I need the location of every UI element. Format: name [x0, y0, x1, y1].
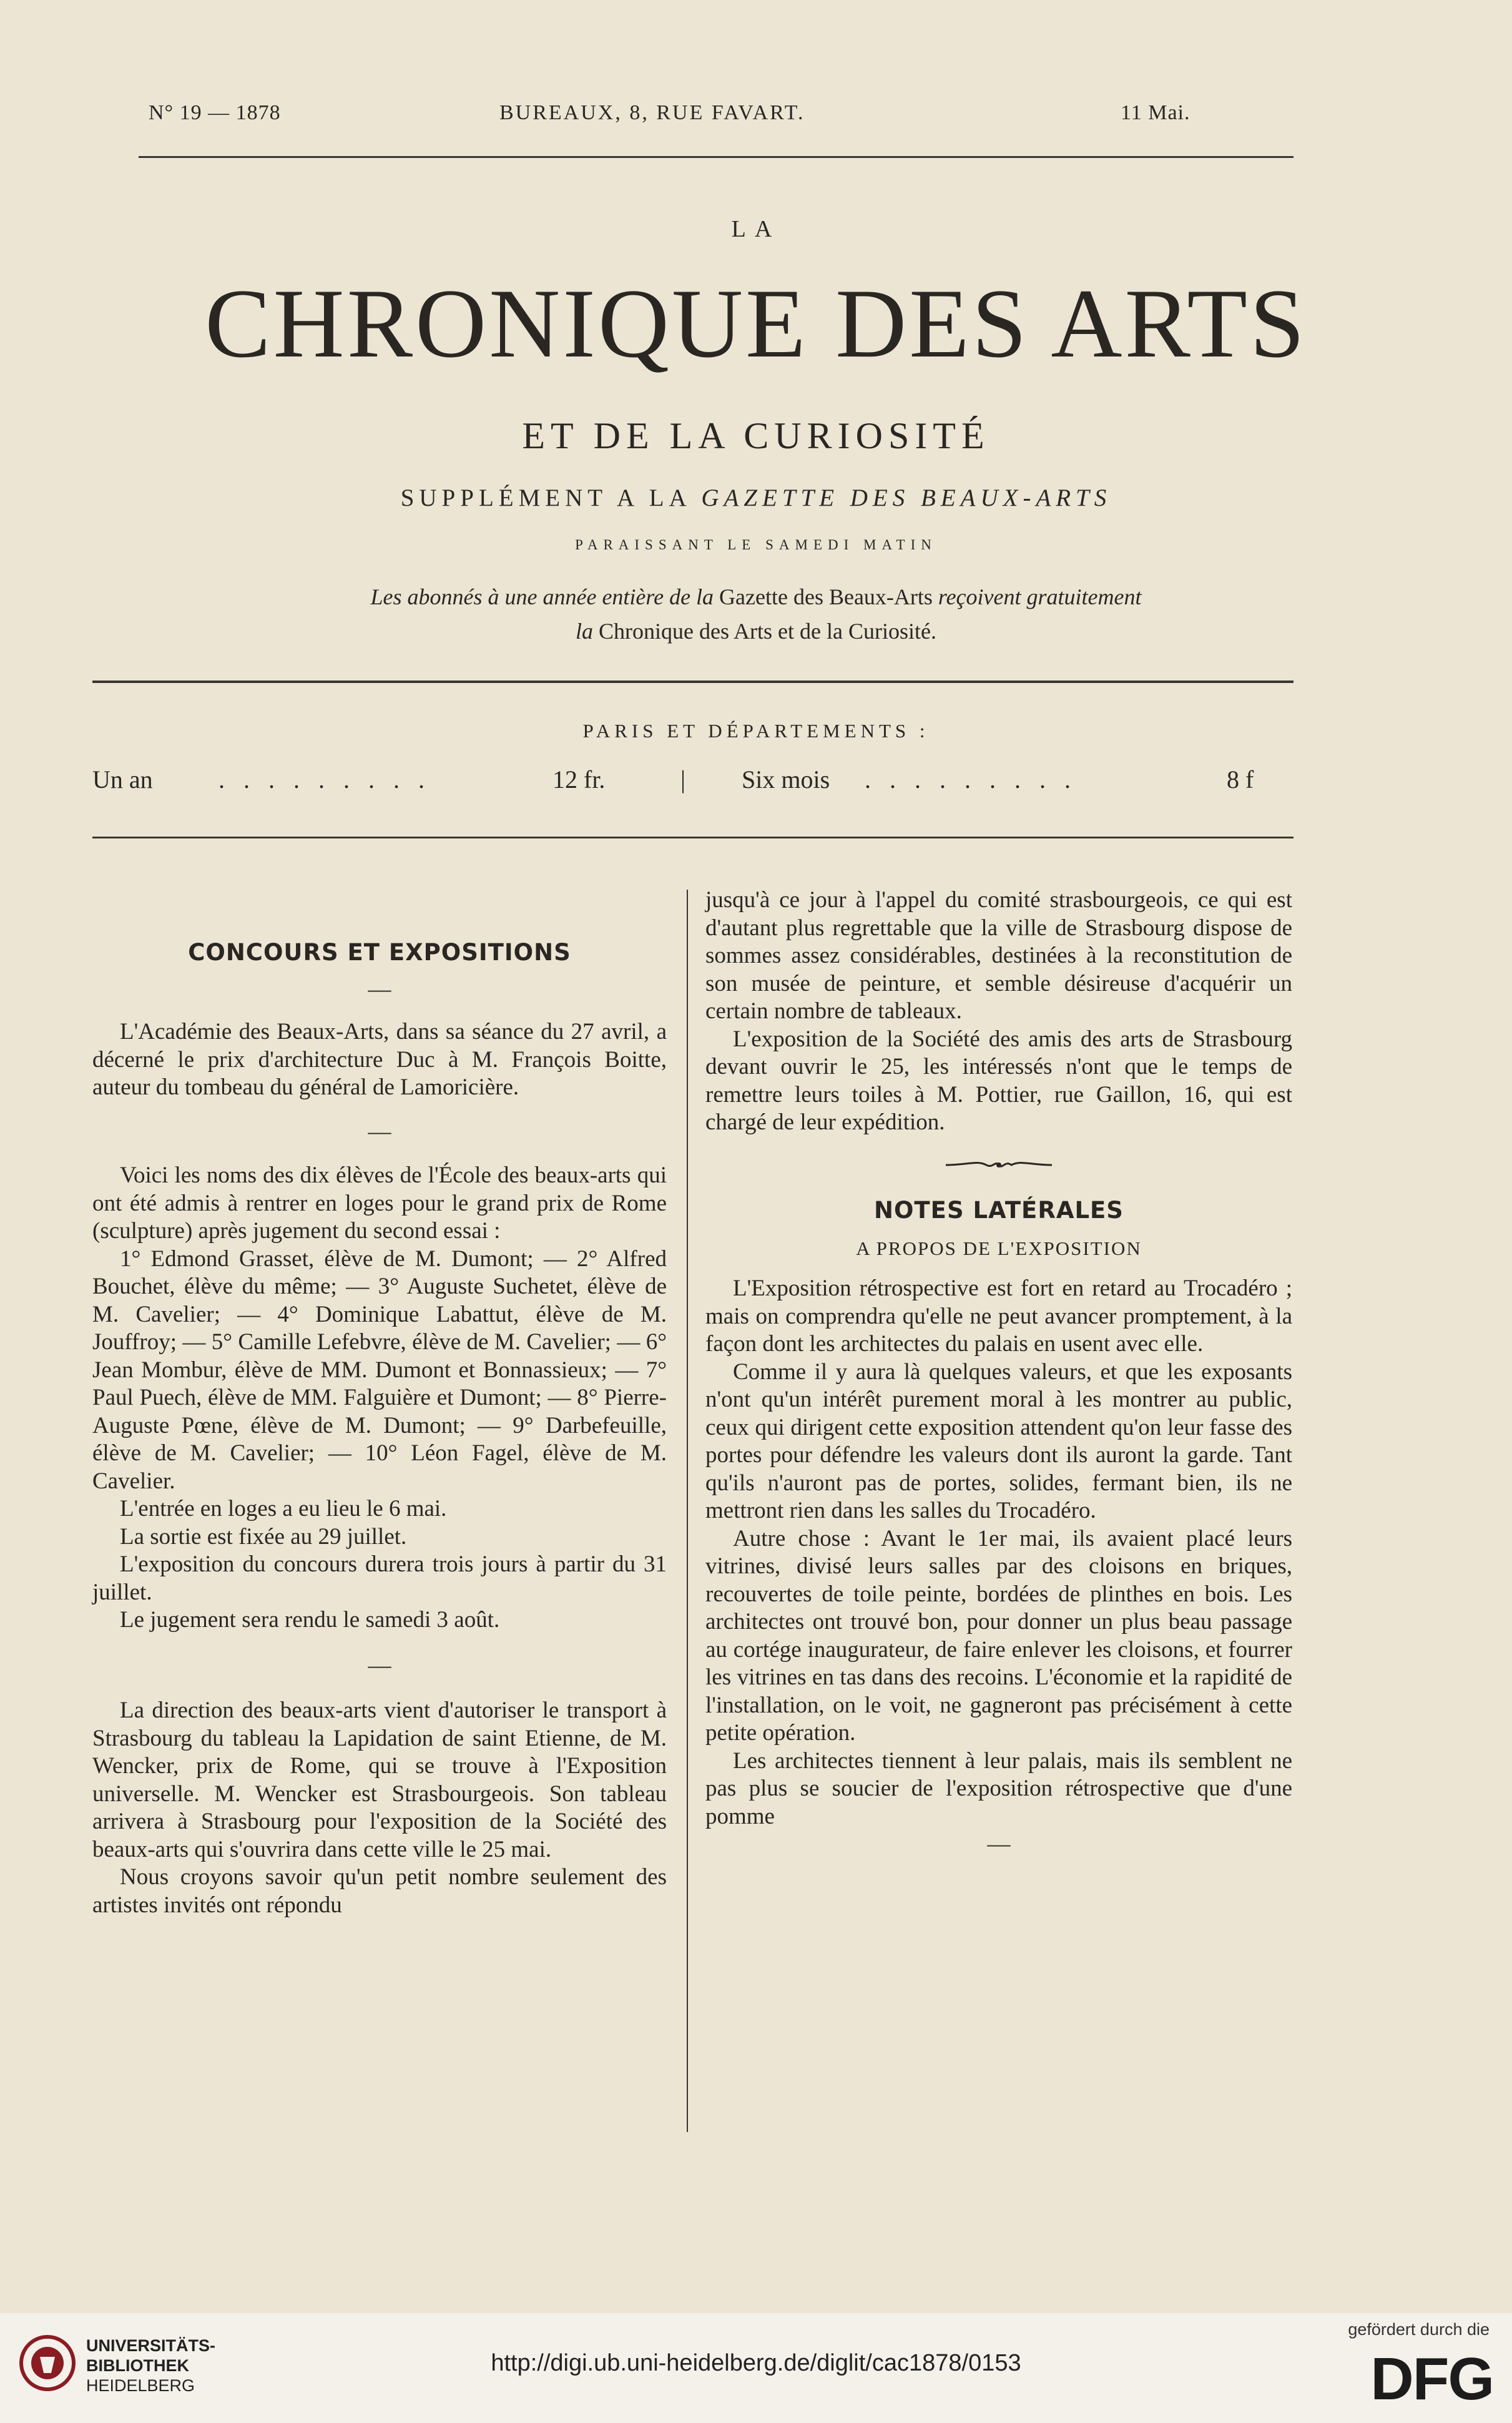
one-year-label: Un an [92, 765, 153, 794]
concours-heading: CONCOURS ET EXPOSITIONS [188, 939, 571, 966]
six-months-price: 8 f [1227, 765, 1254, 794]
paragraph: L'Académie des Beaux-Arts, dans sa séance du 27 avril, a décerné le prix d'architecture Duc à M. François Boitte, auteur du tombeau du général de Lamoricière. [92, 1019, 667, 1100]
paragraph: L'exposition de la Société des amis des arts de Strasbourg devant ouvrir le 25, les intéressés n'ont que le temps de remettre leurs toiles à M. Pottier, rue Gaillon, 16, qui est chargé de leur expédition. [705, 1026, 1292, 1135]
paragraph: L'exposition du concours durera trois jours à partir du 31 juillet. [92, 1551, 667, 1605]
paragraph: L'Exposition rétrospective est fort en retard au Trocadéro ; mais on comprendra qu'elle ne peut avancer promptement, à la façon dont les architectes du palais en usent avec elle. [705, 1275, 1292, 1357]
ornament-divider [705, 1153, 1292, 1181]
separator-dash: — [987, 1831, 1011, 1857]
paragraph: Nous croyons savoir qu'un petit nombre seulement des artistes invités ont répondu [92, 1864, 667, 1918]
header-rule [139, 156, 1294, 158]
column-divider [687, 890, 688, 2132]
subscriber-note-line1: Les abonnés à une année entière de la Gazette des Beaux-Arts reçoivent gratuitement [370, 584, 1142, 609]
paragraph: Le jugement sera rendu le samedi 3 août. [120, 1607, 500, 1633]
subscription-heading: PARIS ET DÉPARTEMENTS : [582, 720, 930, 742]
one-year-dots: . . . . . . . . . [218, 765, 431, 794]
separator-dash: — [368, 1652, 391, 1678]
source-url-link[interactable]: http://digi.ub.uni-heidelberg.de/diglit/cac1878/0153 [491, 2350, 1021, 2376]
left-column [92, 887, 667, 1919]
six-months-label: Six mois [742, 765, 830, 794]
subscription-rule [92, 837, 1294, 838]
logo-line-2: BIBLIOTHEK [86, 2356, 189, 2375]
gazette-name: GAZETTE DES BEAUX-ARTS [701, 484, 1112, 511]
paragraph: La direction des beaux-arts vient d'autoriser le transport à Strasbourg du tableau la Lapidation de saint Etienne, de M. Wencker, prix de Rome, qui se trouve à l'Exposition universelle. M. Wencker est Strasbourgeois. Son tableau arrivera à Strasbourg pour l'exposition de la Société des beaux-arts qui s'ouvrira dans cette ville le 25 mai. [92, 1698, 667, 1862]
flourish-icon [943, 1156, 1055, 1174]
supplement-line [0, 484, 1512, 512]
issue-number: N° 19 — 1878 [149, 101, 281, 124]
right-column [705, 887, 1292, 1859]
paragraph: Les architectes tiennent à leur palais, mais ils semblent ne pas plus se soucier de l'exposition rétrospective que d'une pomme [705, 1747, 1292, 1829]
paragraph: L'entrée en loges a eu lieu le 6 mai. [120, 1496, 447, 1521]
masthead-rule [92, 681, 1294, 683]
funding-caption: gefördert durch die [1348, 2320, 1490, 2339]
notes-heading: NOTES LATÉRALES [874, 1197, 1124, 1224]
logo-line-1: UNIVERSITÄTS- [86, 2336, 216, 2355]
separator-dash: — [368, 976, 391, 1002]
paragraph: La sortie est fixée au 29 juillet. [120, 1523, 407, 1550]
paragraph: Autre chose : Avant le 1er mai, ils avaient placé leurs vitrines, divisé leurs salles par des cloisons en briques, recouvertes de toile peinte, bordées de plinthes en bois. Les architectes ont trouvé bon, pour donner un plus beau passage au cortége inaugurateur, de faire enlever les cloisons, et fourrer les vitrines en tas dans des recoins. L'économie et la rapidité de l'installation, on le voit, ne gagneront pas précisément à cette petite opération. [705, 1525, 1292, 1746]
paragraph: Voici les noms des dix élèves de l'École des beaux-arts qui ont été admis à rentrer en loges pour le grand prix de Rome (sculpture) après jugement du second essai : [92, 1162, 667, 1244]
one-year-price: 12 fr. [552, 765, 606, 794]
logo-line-3: HEIDELBERG [86, 2376, 195, 2395]
notes-subheading: A PROPOS DE L'EXPOSITION [856, 1237, 1142, 1259]
dfg-logo: DFG [1370, 2346, 1493, 2412]
paragraph: jusqu'à ce jour à l'appel du comité strasbourgeois, ce qui est d'autant plus regrettable que la ville de Strasbourg dispose de sommes assez considérables, destinées à la reconstitution de son musée de peinture, et semble désireuse d'acquérir un certain nombre de tableaux. [705, 887, 1292, 1024]
separator-dash: — [368, 1118, 391, 1144]
masthead-article: LA [731, 216, 781, 242]
price-separator: | [680, 765, 686, 794]
bureaux-address: BUREAUX, 8, RUE FAVART. [499, 101, 805, 124]
paragraph: Comme il y aura là quelques valeurs, et que les exposants n'ont qu'un intérêt purement moral à les montrer au public, ceux qui dirigent cette exposition attendent qu'on leur fasse des portes pour défendre les valeurs dont ils auront la garde. Tant qu'ils n'auront pas de portes, solides, fermant bien, ils ne mettront rien dans les salles du Trocadéro. [705, 1359, 1292, 1523]
six-months-dots: . . . . . . . . . [865, 765, 1077, 794]
paragraph: 1° Edmond Grasset, élève de M. Dumont; — 2° Alfred Bouchet, élève du même; — 3° Auguste Suchetet, élève de M. Cavelier; — 4° Dominique Labattut, élève de M. Jouffroy; — 5° Camille Lefebvre, élève de M. Cavelier; — 6° Jean Mombur, élève de MM. Dumont et Bonnassieux; — 7° Paul Puech, élève de MM. Falguière et Dumont; — 8° Pierre-Auguste Pœne, élève de M. Dumont; — 9° Darbefeuille, élève de M. Cavelier; — 10° Léon Fagel, élève de M. Cavelier. [92, 1246, 667, 1494]
issue-date: 11 Mai. [1121, 101, 1190, 124]
masthead-subtitle: ET DE LA CURIOSITÉ [522, 415, 990, 456]
publication-schedule: PARAISSANT LE SAMEDI MATIN [575, 537, 937, 553]
subscriber-note-line2: la Chronique des Arts et de la Curiosité. [576, 619, 936, 644]
masthead-title: CHRONIQUE DES ARTS [205, 269, 1307, 378]
supplement-prefix: SUPPLÉMENT A LA [400, 484, 702, 511]
